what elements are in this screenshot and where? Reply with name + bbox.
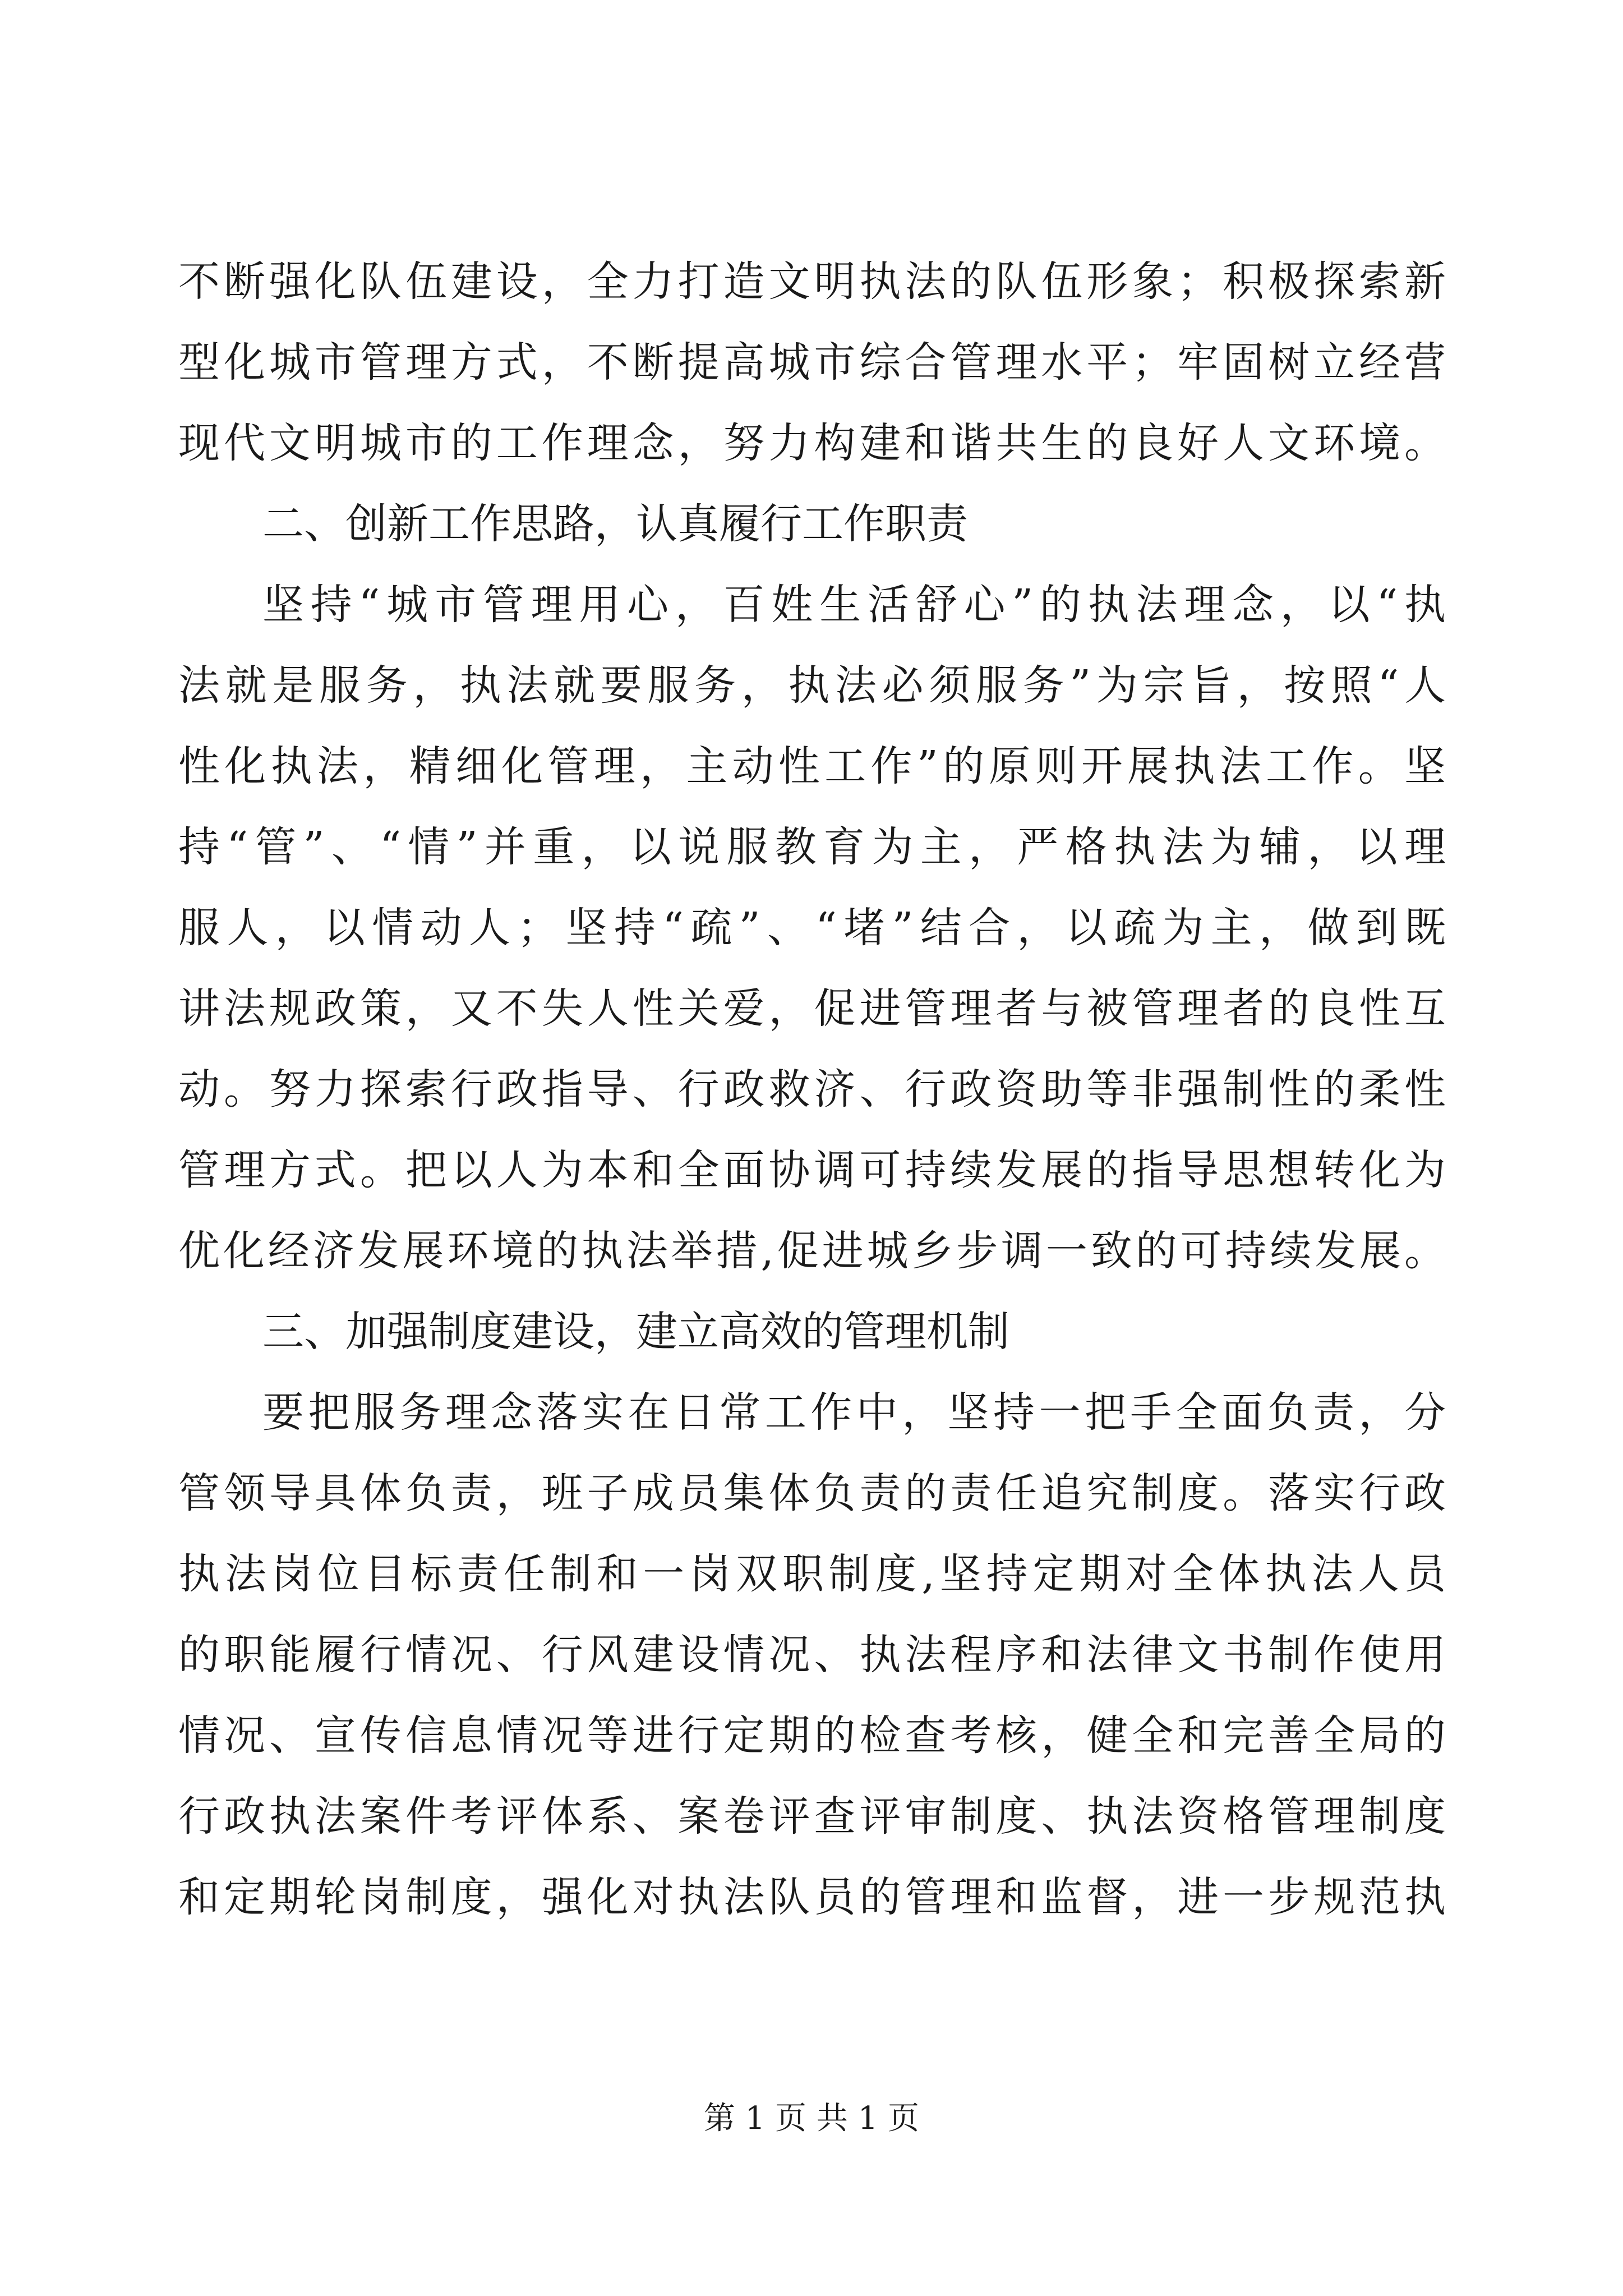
text-line: 现代文明城市的工作理念，努力构建和谐共生的良好人文环境。 <box>178 419 1446 467</box>
page-footer <box>0 2099 1623 2138</box>
text-line: 和定期轮岗制度，强化对执法队员的管理和监督，进一步规范执 <box>178 1873 1446 1921</box>
paragraph-section-3 <box>178 1372 1446 1938</box>
text-line: 的职能履行情况、行风建设情况、执法程序和法律文书制作使用 <box>178 1631 1446 1679</box>
text-line: 型化城市管理方式，不断提高城市综合管理水平；牢固树立经营 <box>178 338 1446 386</box>
text-line: 情况、宣传信息情况等进行定期的检查考核，健全和完善全局的 <box>178 1711 1446 1760</box>
paragraph-intro-continuation <box>178 241 1446 484</box>
paragraph-section-2 <box>178 564 1446 1291</box>
heading-text: 二、创新工作思路，认真履行工作职责 <box>262 500 968 548</box>
text-line: 持“管”、“情”并重，以说服教育为主，严格执法为辅，以理 <box>178 823 1446 871</box>
text-line: 动。努力探索行政指导、行政救济、行政资助等非强制性的柔性 <box>178 1065 1446 1114</box>
text-line: 法就是服务，执法就要服务，执法必须服务”为宗旨，按照“人 <box>178 661 1446 710</box>
text-line: 服人，以情动人；坚持“疏”、“堵”结合，以疏为主，做到既 <box>178 904 1446 952</box>
text-line: 行政执法案件考评体系、案卷评查评审制度、执法资格管理制度 <box>178 1792 1446 1841</box>
text-line: 执法岗位目标责任制和一岗双职制度,坚持定期对全体执法人员 <box>178 1550 1446 1598</box>
text-line: 管理方式。把以人为本和全面协调可持续发展的指导思想转化为 <box>178 1146 1446 1194</box>
text-line: 要把服务理念落实在日常工作中，坚持一把手全面负责，分 <box>262 1388 1446 1437</box>
text-line: 不断强化队伍建设，全力打造文明执法的队伍形象；积极探索新 <box>178 257 1446 306</box>
document-body <box>178 241 1446 1938</box>
text-line: 管领导具体负责，班子成员集体负责的责任追究制度。落实行政 <box>178 1469 1446 1517</box>
page-number-label: 第 1 页 共 1 页 <box>703 2100 920 2137</box>
text-line: 优化经济发展环境的执法举措,促进城乡步调一致的可持续发展。 <box>178 1227 1446 1275</box>
text-line: 坚持“城市管理用心，百姓生活舒心”的执法理念，以“执 <box>262 581 1446 629</box>
text-line: 讲法规政策，又不失人性关爱，促进管理者与被管理者的良性互 <box>178 984 1446 1033</box>
text-line: 性化执法，精细化管理，主动性工作”的原则开展执法工作。坚 <box>178 742 1446 790</box>
heading-text: 三、加强制度建设，建立高效的管理机制 <box>262 1308 1009 1356</box>
section-heading-2 <box>178 484 1446 564</box>
section-heading-3 <box>178 1291 1446 1372</box>
